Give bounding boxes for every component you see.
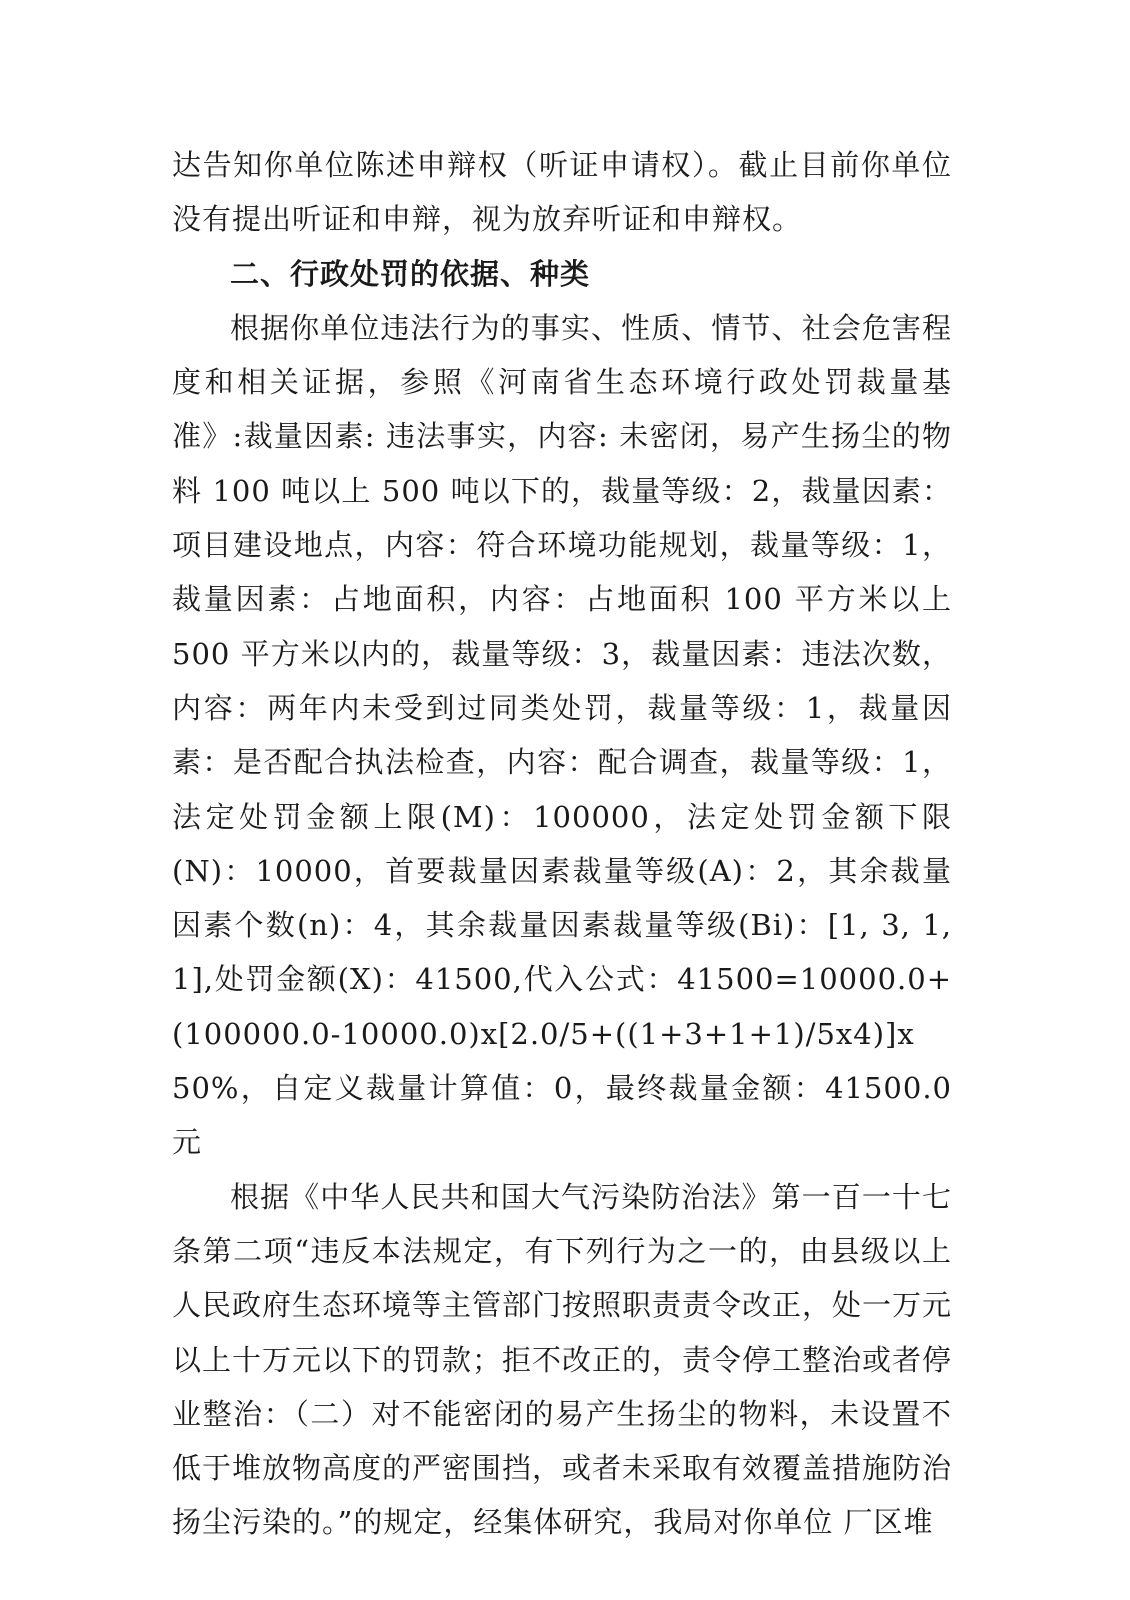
paragraph-continuation: 达告知你单位陈述申辩权（听证申请权）。截止目前你单位没有提出听证和申辩，视为放弃听证和申辩权。 [172, 148, 952, 237]
paragraph-legal-basis: 根据《中华人民共和国大气污染防治法》第一百一十七条第二项“违反本法规定，有下列行为之一的，由县级以上人民政府生态环境等主管部门按照职责责令改正，处一万元以上十万元以下的罚款；拒不改正的，责令停工整治或者停业整治：（二）对不能密闭的易产生扬尘的物料，未设置不低于堆放物高度的严密围挡，或者未采取有效覆盖措施防治扬尘污染的。”的规定，经集体研究，我局对你单位 厂区堆 [172, 1179, 953, 1540]
section-heading: 二、行政处罚的依据、种类 [230, 256, 591, 291]
document-body [172, 138, 952, 1550]
paragraph-discretion-basis: 根据你单位违法行为的事实、性质、情节、社会危害程度和相关证据，参照《河南省生态环境行政处罚裁量基准》:裁量因素: 违法事实，内容: 未密闭，易产生扬尘的物料 100 吨以上 500 吨以下的，裁量等级：2，裁量因素：项目建设地点，内容：符合环境功能规划，裁量等级：1，裁量因素：占地面积，内容：占地面积 100 平方米以上 500 平方米以内的，裁量等级：3，裁量因素：违法次数，内容：两年内未受到过同类处罚，裁量等级：1，裁量因素：是否配合执法检查，内容：配合调查，裁量等级：1，法定处罚金额上限(M)：100000，法定处罚金额下限(N)：10000，首要裁量因素裁量等级(A)：2，其余裁量因素个数(n)：4，其余裁量因素裁量等级(Bi)：[1, 3, 1, 1],处罚金额(X)：41500,代入公式：41500=10000.0+(100000.0-10000.0)x[2.0/5+((1+3+1+1)/5x4)]x 50%，自定义裁量计算值：0，最终裁量金额：41500.0 元 [172, 310, 952, 1160]
